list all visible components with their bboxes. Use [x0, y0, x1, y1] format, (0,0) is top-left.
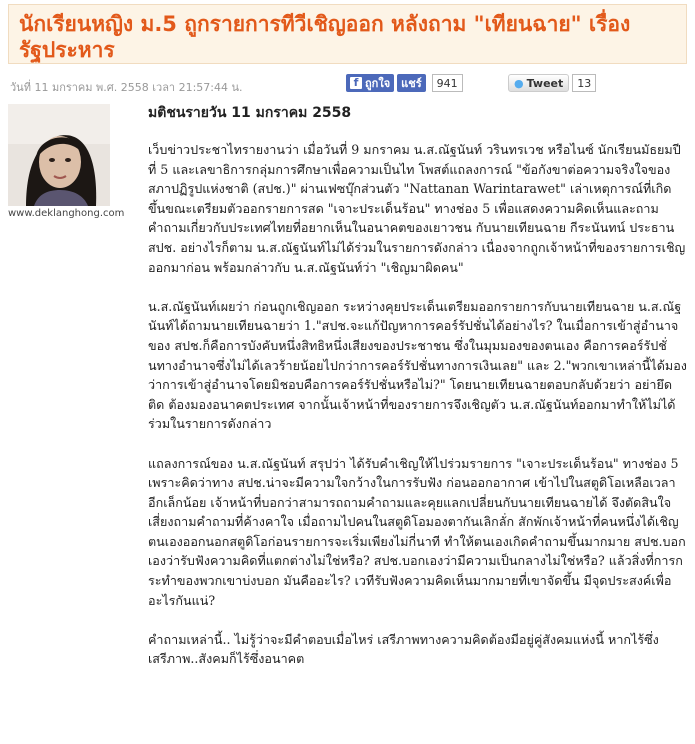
facebook-share-button[interactable] — [397, 74, 425, 92]
headline-box — [8, 4, 687, 64]
paragraph: แถลงการณ์ของ น.ส.ณัฐนันท์ สรุปว่า ได้รับคำเชิญให้ไปร่วมรายการ "เจาะประเด็นร้อน" ทางช่อง 5 เพราะคิดว่าทาง สปช.น่าจะมีความใจกว้างในการรับฟัง ก่อนออกอากาศ เข้าไปในสตูดิโอเหลือเวลาอีกเล็กน้อย เจ้าหน้าที่บอกว่าสามารถถามคำถามและคุยแลกเปลี่ยนกับนายเทียนฉายได้ จึงตัดสินใจเสี่ยงถามคำถามที่ค้างคาใจ เมื่อถามไปคนในสตูดิโอมองตากันเลิกลั่ก สักพักเจ้าหน้าที่คนหนึ่งได้เชิญตนเองออกนอกสตูดิโอก่อนรายการจะเริ่มเพียงไม่กี่นาที ทำให้ตนเองเกิดคำถามขึ้นมากมาย สปช.บอกเองว่ารับฟังความคิดที่แตกต่างไม่ใช่หรือ? สปช.บอกเองว่ามีความเป็นกลางไม่ใช่หรือ? แล้วสิ่งที่การกระทำของพวกเขาบ่งบอก มันคืออะไร? เวทีรับฟังความคิดเห็นมากมายที่เขาจัดขึ้น มีจุดประสงค์เพื่ออะไรกันแน่? — [148, 455, 686, 608]
student-photo — [8, 104, 110, 206]
paragraph: เว็บข่าวประชาไทรายงานว่า เมื่อวันที่ 9 มกราคม น.ส.ณัฐนันท์ วรินทรเวช หรือไนซ์ นักเรียนมัธยมปีที่ 5 และเลขาธิการกลุ่มการศึกษาเพื่อความเป็นไท โพสต์แถลงการณ์ "ข้อกังขาต่อความจริงใจของสภาปฏิรูปแห่งชาติ (สปช.)" ผ่านเฟซบุ๊กส่วนตัว "Nattanan Warintarawet" เล่าเหตุการณ์ที่เกิดขึ้นขณะเตรียมตัวออกรายการสด "เจาะประเด็นร้อน" ทางช่อง 5 เพื่อแสดงความคิดเห็นและถามคำถามเกี่ยวกับประเทศไทยที่อยากเห็นในอนาคตของเยาวชน กับนายเทียนฉาย กีระนันทน์ ประธาน สปช. อย่างไรก็ตาม น.ส.ณัฐนันท์ไม่ได้ร่วมในรายการดังกล่าว เนื่องจากถูกเจ้าหน้าที่ของรายการเชิญออกมาก่อน พร้อมกล่าวกับ น.ส.ณัฐนันท์ว่า "เชิญมาผิดคน" — [148, 142, 686, 275]
tweet-button[interactable] — [508, 74, 569, 92]
paragraph: น.ส.ณัฐนันท์เผยว่า ก่อนถูกเชิญออก ระหว่างคุยประเด็นเตรียมออกรายการกับนายเทียนฉาย น.ส.ณัฐนันท์ได้ถามนายเทียนฉายว่า 1."สปช.จะแก้ปัญหาการคอร์รัปชั่นได้อย่างไร? ในเมื่อการเข้าสู่อำนาจของ สปช.ก็คือการบังคับหนึ่งสิทธิหนึ่งเสียงของประชาชน ซึ่งในมุมมองของตนเอง คือการคอร์รัปชั่นทางอำนาจซึ่งไม่ได้เลวร้ายน้อยไปกว่าการคอร์รัปชั่นทางการเงินเลย" และ 2."พวกเขาเหล่านี้ได้มองว่าการเข้าสู่อำนาจโดยมิชอบคือการคอร์รัปชั่นหรือไม่?" โดยนายเทียนฉายตอบกลับด้วยว่า อย่ายึดติด ต้องมองอนาคตประเทศ จากนั้นเจ้าหน้าที่ของรายการจึงเชิญตัว น.ส.ณัฐนันท์ออกมาทำให้ไม่ได้ร่วมในรายการดังกล่าว — [148, 298, 687, 432]
twitter-bird-icon: ● — [514, 76, 524, 90]
portrait-illustration — [8, 104, 110, 206]
facebook-like-label: ถูกใจ — [365, 77, 391, 90]
article-paragraphs — [148, 140, 688, 689]
photo-caption: www.deklanghong.com — [8, 208, 125, 219]
article-subhead: มติชนรายวัน 11 มกราคม 2558 — [148, 105, 352, 121]
meta-row — [8, 72, 687, 94]
headline: นักเรียนหญิง ม.5 ถูกรายการทีวีเชิญออก หลังถาม "เทียนฉาย" เรื่องรัฐประหาร — [19, 12, 631, 62]
paragraph: คำถามเหล่านี้.. ไม่รู้ว่าจะมีคำตอบเมื่อไหร่ เสรีภาพทางความคิดต้องมีอยู่คู่สังคมแห่งนี้ หากไร้ซึ่งเสรีภาพ..สังคมก็ไร้ซึ่งอนาคต — [148, 631, 659, 667]
facebook-share-count: 941 — [432, 74, 463, 92]
publish-date: วันที่ 11 มกราคม พ.ศ. 2558 เวลา 21:57:44 น. — [10, 81, 243, 94]
article-body — [148, 104, 688, 667]
facebook-share-label: แชร์ — [401, 77, 422, 90]
tweet-count: 13 — [572, 74, 596, 92]
facebook-like-button[interactable] — [346, 74, 394, 92]
facebook-icon: f — [350, 77, 362, 89]
facebook-share-group — [346, 73, 463, 93]
photo-column — [8, 104, 138, 219]
tweet-label: Tweet — [526, 76, 564, 90]
twitter-share-group — [508, 73, 596, 93]
